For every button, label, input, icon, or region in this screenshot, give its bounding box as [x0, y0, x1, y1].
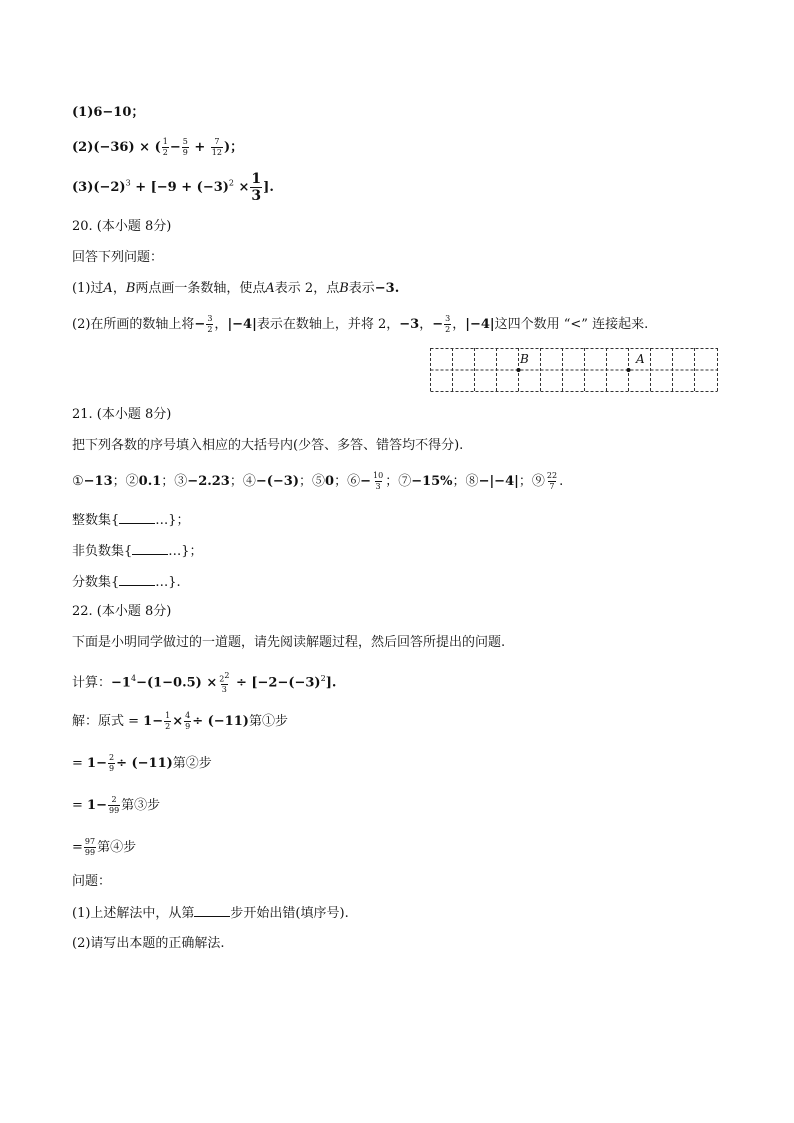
solution-step-2: [72, 754, 212, 773]
nonnegative-set: [72, 542, 203, 561]
operator: ×: [234, 180, 250, 195]
set-tail: …}；: [168, 544, 203, 559]
denominator: 3: [251, 188, 262, 204]
fraction: [182, 138, 189, 157]
text: =: [72, 840, 83, 855]
denominator: 7: [549, 482, 555, 491]
point-b: [517, 368, 521, 372]
denominator: 99: [108, 806, 120, 815]
denominator: 9: [185, 722, 191, 731]
solution-step-3: [72, 796, 160, 815]
denominator: 12: [211, 148, 222, 157]
text: ，: [214, 317, 228, 332]
operator: −: [169, 140, 181, 155]
numerator: 2: [108, 753, 115, 762]
value: −(1−0.5) ×: [136, 675, 218, 691]
fraction: [162, 138, 169, 157]
text: 这四个数用 “<” 连接起来.: [494, 317, 649, 332]
text: .: [559, 474, 564, 489]
value: 0.1: [138, 474, 162, 489]
set-label: 分数集{: [72, 575, 120, 590]
denominator: 99: [84, 848, 96, 857]
fraction: [250, 172, 262, 203]
value: ].: [325, 675, 337, 691]
step-label: 第③步: [121, 798, 161, 813]
fraction: [206, 315, 213, 334]
denominator: 2: [207, 325, 213, 334]
fraction-set: [72, 573, 181, 592]
text: ；④: [229, 474, 256, 489]
text: (1)过: [72, 281, 104, 296]
solution-step-1: [72, 712, 288, 731]
fraction: [108, 754, 115, 773]
value: 1−: [143, 714, 164, 729]
text: ，: [452, 317, 466, 332]
text: ，: [419, 317, 433, 332]
numerator: 3: [207, 314, 213, 323]
fraction: [546, 472, 558, 491]
numerator: 5: [182, 137, 188, 146]
value: −3.: [374, 281, 400, 296]
denominator: 2: [165, 722, 171, 731]
text: 步开始出错(填序号).: [230, 906, 349, 921]
text: 表示在数轴上，并将 2，: [256, 317, 400, 332]
fraction: [164, 712, 171, 731]
value: −1: [111, 675, 131, 691]
text: ；⑦: [385, 474, 412, 489]
text: =: [72, 756, 88, 771]
fraction: [184, 712, 191, 731]
q22-intro: 下面是小明同学做过的一道题，请先阅读解题过程，然后回答所提出的问题.: [72, 635, 506, 650]
grid-svg: [430, 348, 718, 392]
q19-part3: [72, 172, 274, 203]
text: ；⑧: [452, 474, 479, 489]
q21-number-list: [72, 472, 563, 491]
set-tail: …}.: [155, 575, 181, 590]
operator: −: [194, 317, 206, 332]
value: −13: [83, 474, 113, 489]
value: −3: [399, 317, 420, 332]
q19-part2: [72, 138, 243, 157]
q19-part2-tail: )；: [223, 140, 244, 155]
operator: +: [189, 140, 210, 155]
q21-intro: 把下列各数的序号填入相应的大括号内(少答、多答、错答均不得分).: [72, 438, 464, 453]
value: ÷ (−11): [192, 714, 249, 729]
numerator: 7: [214, 137, 220, 146]
point-label: B: [339, 281, 349, 296]
numerator: 97: [84, 837, 96, 846]
text: ；⑥: [334, 474, 361, 489]
q20-intro: 回答下列问题：: [72, 250, 164, 265]
q20-header: 20. (本小题 8分): [72, 219, 172, 234]
dotted-grid: [430, 348, 718, 392]
exponent: 3: [125, 178, 131, 188]
question-label: 问题：: [72, 874, 112, 889]
operator: −: [360, 474, 371, 489]
text: 解：原式 =: [72, 714, 144, 729]
numerator: 3: [445, 314, 451, 323]
value: 1−: [87, 756, 107, 771]
value: |−4|: [227, 317, 257, 332]
exponent: 2: [228, 178, 234, 188]
point-label: A: [103, 281, 113, 296]
answer-blank[interactable]: [132, 542, 168, 555]
denominator: 9: [108, 764, 115, 773]
point-label: B: [125, 281, 136, 296]
q22-header: 22. (本小题 8分): [72, 604, 172, 619]
numerator: 2: [111, 795, 117, 804]
numerator: 1: [162, 137, 168, 146]
integer-set: [72, 511, 190, 530]
text: 两点画一条数轴，使点: [135, 281, 266, 296]
fraction: [444, 315, 451, 334]
fraction: [211, 138, 223, 157]
q19-part1: (1)6−10；: [72, 105, 145, 120]
fraction: [108, 796, 120, 815]
value: −15%: [411, 474, 453, 489]
text: =: [72, 798, 88, 813]
q19-part3-tail: ].: [263, 180, 274, 195]
step-label: 第②步: [172, 756, 212, 771]
exponent: 2: [224, 670, 230, 680]
answer-blank[interactable]: [119, 573, 155, 586]
q22-calc: [72, 670, 336, 694]
value: 1−: [87, 798, 107, 813]
question-1: [72, 904, 349, 923]
text: (1)上述解法中，从第: [72, 906, 195, 921]
value: −|−4|: [478, 474, 519, 489]
text: ；③: [161, 474, 188, 489]
value: −2.23: [187, 474, 230, 489]
operator: −: [432, 317, 444, 332]
operator: ×: [172, 714, 184, 729]
denominator: 2: [162, 148, 168, 157]
denominator: 2: [445, 325, 451, 334]
text: ；⑤: [299, 474, 326, 489]
exponent: 2: [320, 674, 326, 683]
answer-blank[interactable]: [119, 511, 155, 524]
point-label: A: [265, 281, 275, 296]
value: 0: [325, 474, 335, 489]
solution-step-4: [72, 838, 136, 857]
text: ①: [72, 474, 84, 489]
text: 表示 2，点: [274, 281, 340, 296]
fraction: [84, 838, 96, 857]
text: 表示: [348, 281, 375, 296]
point-a: [627, 368, 631, 372]
denominator: 3: [375, 482, 381, 491]
text: ，: [112, 281, 126, 296]
step-label: 第④步: [97, 840, 137, 855]
step-label: 第①步: [248, 714, 288, 729]
point-a-label: A: [636, 352, 645, 366]
fraction: [218, 672, 230, 695]
numerator: [218, 672, 230, 685]
numerator: 1: [165, 711, 171, 720]
text: ；②: [112, 474, 139, 489]
fraction: [372, 472, 384, 491]
q20-part1: [72, 280, 399, 298]
q20-part2: [72, 315, 648, 334]
set-label: 整数集{: [72, 513, 120, 528]
numerator: 4: [185, 711, 191, 720]
exponent: 4: [130, 674, 137, 683]
base: 2: [219, 674, 225, 684]
numerator: 1: [251, 171, 262, 187]
text: 计算：: [72, 675, 112, 691]
answer-blank[interactable]: [194, 904, 230, 917]
value: |−4|: [465, 317, 495, 332]
denominator: 9: [182, 148, 188, 157]
numerator: 22: [546, 471, 558, 480]
question-2: (2)请写出本题的正确解法.: [72, 936, 225, 951]
value: ÷ (−11): [116, 756, 173, 771]
q19-part2-lead: (2)(−36) × (: [72, 140, 161, 155]
q19-part3-mid: + [−9 + (−3): [130, 180, 229, 195]
value: −(−3): [255, 474, 300, 489]
set-label: 非负数集{: [72, 544, 133, 559]
denominator: 3: [221, 685, 227, 695]
set-tail: …}；: [155, 513, 190, 528]
q19-part3-lead: (3)(−2): [72, 180, 126, 195]
value: ÷ [−2−(−3): [231, 675, 321, 691]
numerator: 10: [373, 471, 384, 480]
text: ；⑨: [518, 474, 545, 489]
text: (2)在所画的数轴上将: [72, 317, 195, 332]
q21-header: 21. (本小题 8分): [72, 407, 172, 422]
point-b-label: B: [520, 352, 529, 366]
